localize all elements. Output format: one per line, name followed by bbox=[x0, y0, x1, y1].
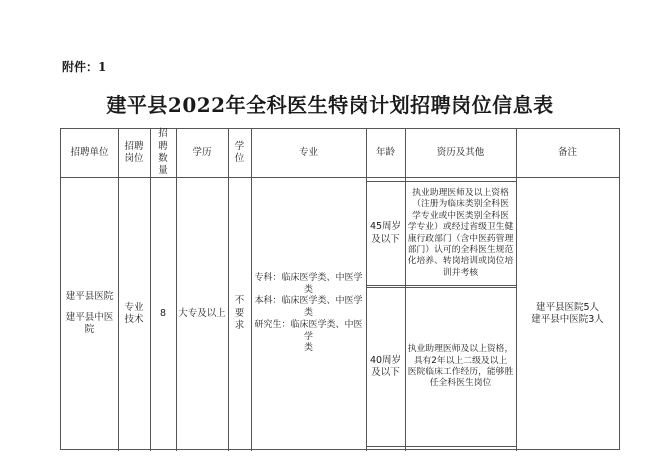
cell-unit: 建平县医院 建平县中医 院 bbox=[65, 291, 114, 336]
recruitment-table bbox=[60, 128, 620, 450]
cell-qualification-1: 执业助理医师及以上资格 （注册为临床类别全科医 学专业或中医类别全科医 学专业）或经过省级卫生健 康行政部门（含中医药管理 部门）认可的全科医生规范 化培养、转岗培训或岗位培 训并考核 bbox=[407, 187, 514, 278]
header-remark: 备注 bbox=[557, 146, 577, 158]
cell-qualification-2: 执业助理医师及以上资格， 具有2年以上二级及以上 医院临床工作经历，能够胜 任全科医生岗位 bbox=[407, 344, 514, 389]
header-age: 年龄 bbox=[375, 146, 395, 158]
header-count: 招 聘 数 量 bbox=[158, 128, 168, 177]
cell-age-1: 45周岁 及以下 bbox=[369, 221, 402, 245]
page-title: 建平县2022年全科医生特岗计划招聘岗位信息表 bbox=[106, 93, 554, 117]
header-position: 招聘 岗位 bbox=[124, 140, 144, 164]
cell-degree: 不 要 求 bbox=[234, 295, 245, 332]
attachment-label: 附件：1 bbox=[62, 60, 107, 74]
header-unit: 招聘单位 bbox=[70, 146, 109, 158]
header-degree: 学 位 bbox=[234, 140, 245, 164]
cell-count: 8 bbox=[159, 307, 167, 319]
cell-age-2: 40周岁 及以下 bbox=[369, 354, 402, 378]
cell-remark: 建平县医院5人 建平县中医院3人 bbox=[531, 301, 604, 325]
header-qualification: 资历及其他 bbox=[436, 146, 485, 158]
cell-education: 大专及以上 bbox=[178, 307, 226, 319]
cell-major: 专科：临床医学类、中医学类 本科：临床医学类、中医学类 研究生：临床医学类、中医学 类 bbox=[254, 273, 363, 354]
cell-position: 专业 技术 bbox=[124, 301, 144, 325]
header-major: 专业 bbox=[298, 146, 318, 158]
header-education: 学历 bbox=[192, 146, 212, 158]
